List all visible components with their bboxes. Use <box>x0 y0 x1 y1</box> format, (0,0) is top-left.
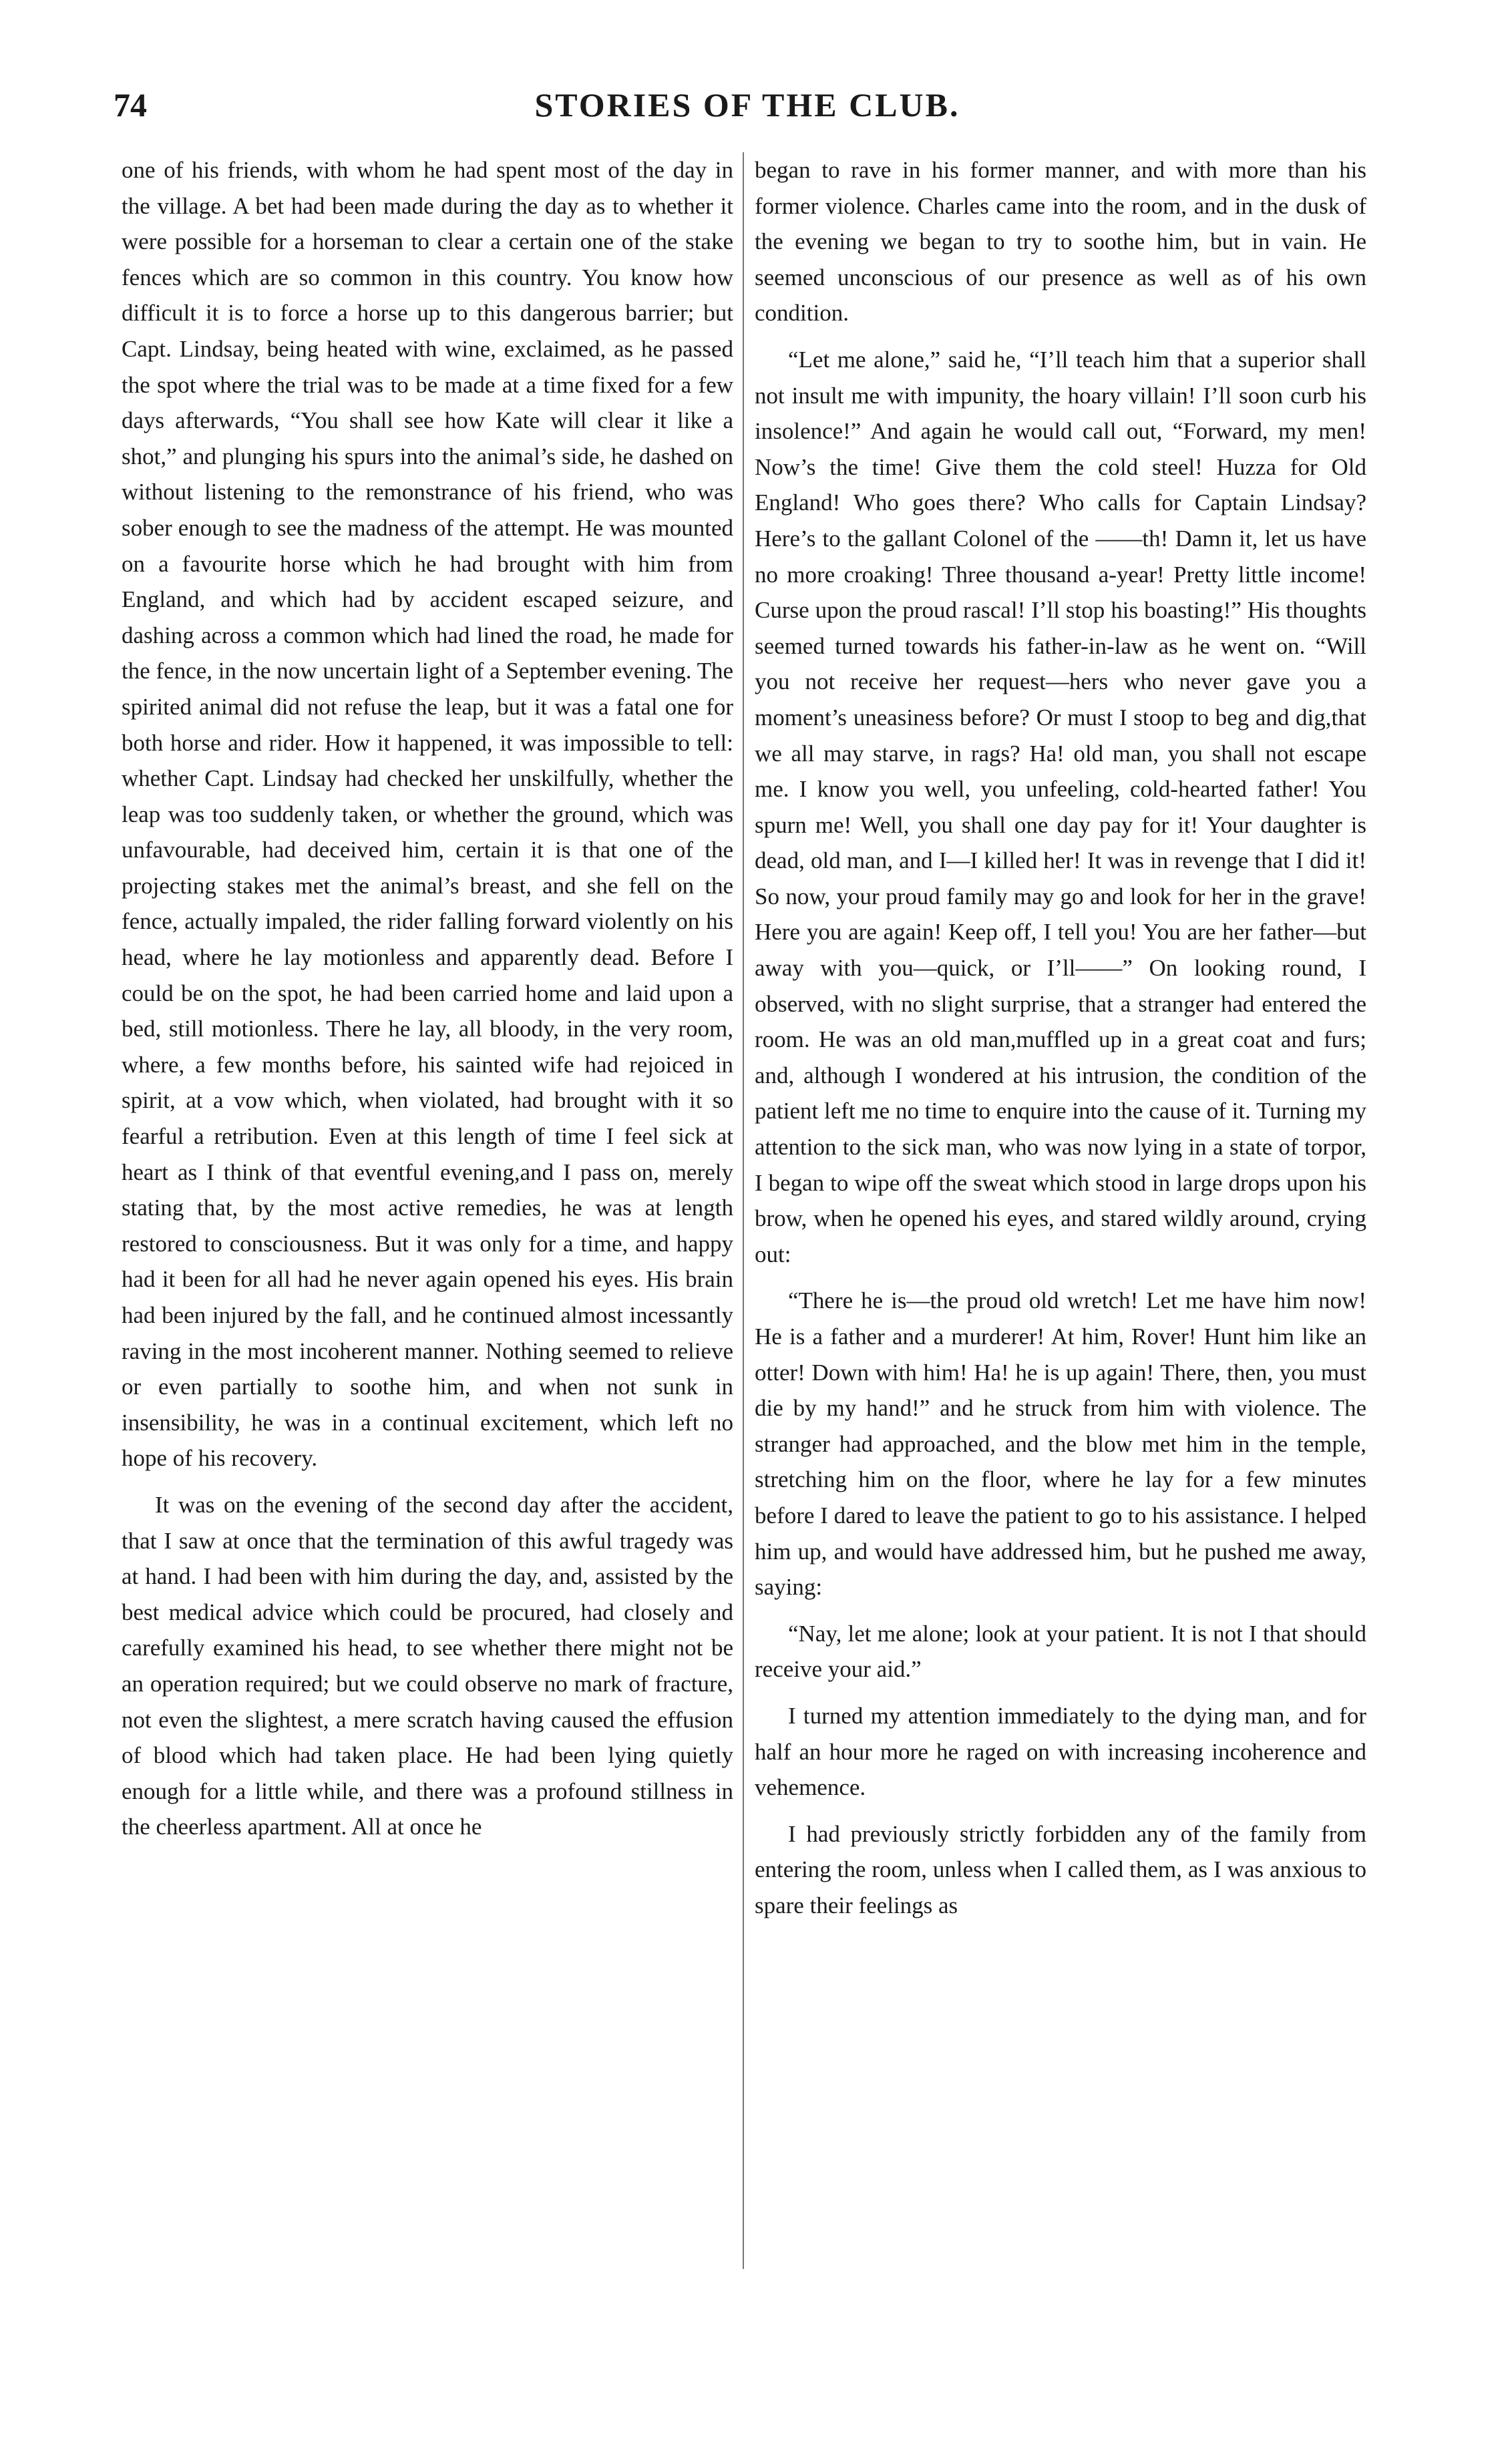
paragraph: It was on the evening of the second day after the accident, that I saw at once that the termination of this awful tragedy was at hand. I had been with him during the day, and, assisted by the best medical advice which could be procured, had closely and carefully examined his head, to see whether there might not be an operation required; but we could observe no mark of fracture, not even the slightest, a mere scratch having caused the effusion of blood which had taken place. He had been lying quietly enough for a little while, and there was a profound stillness in the cheerless apartment. All at once he <box>122 1491 733 1840</box>
paragraph: one of his friends, with whom he had spent most of the day in the village. A bet had been made during the day as to whether it were possible for a horseman to clear a certain one of the stake fences which are so common in this country. You know how difficult it is to force a horse up to this dangerous barrier; but Capt. Lindsay, being heated with wine, exclaimed, as he passed the spot where the trial was to be made at a time fixed for a few days afterwards, “You shall see how Kate will clear it like a shot,” and plunging his spurs into the animal’s side, he dashed on without listening to the remonstrance of his friend, who was sober enough to see the madness of the attempt. He was mounted on a favourite horse which he had brought with him from England, and which had by accident escaped seizure, and dashing across a common which had lined the road, he made for the fence, in the now uncertain light of a September evening. The spirited animal did not refuse the leap, but it was a fatal one for both horse and rider. How it happened, it was impossible to tell: whether Capt. Lindsay had checked her unskilfully, whether the leap was too suddenly taken, or whether the ground, which was unfavourable, had deceived him, certain it is that one of the projecting stakes met the animal’s breast, and she fell on the fence, actually impaled, the rider falling forward violently on his head, where he lay motionless and apparently dead. Before I could be on the spot, he had been carried home and laid upon a bed, still motionless. There he lay, all bloody, in the very room, where, a few months before, his sainted wife had rejoiced in spirit, at a vow which, when violated, had brought with it so fearful a retribution. Even at this length of time I feel sick at heart as I think of that eventful evening,and I pass on, merely stating that, by the most active remedies, he was at length restored to consciousness. But it was only for a time, and happy had it been for all had he never again opened his eyes. His brain had been injured by the fall, and he continued almost incessantly raving in the most incoherent manner. Nothing seemed to relieve or even partially to soothe him, and when not sunk in insensibility, he was in a continual excitement, which left no hope of his recovery. <box>122 157 733 1472</box>
paragraph: I had previously strictly forbidden any of the family from entering the room, unless when I called them, as I was anxious to spare their feelings as <box>755 1820 1366 1918</box>
paragraph: “Nay, let me alone; look at your patient. It is not I that should receive your aid.” <box>755 1620 1366 1683</box>
paragraph: began to rave in his former manner, and with more than his former violence. Charles came into the room, and in the dusk of the evening we began to try to soothe him, but in vain. He seemed unconscious of our presence as well as of his own condition. <box>755 157 1366 327</box>
page-number: 74 <box>114 86 147 124</box>
paragraph: “Let me alone,” said he, “I’ll teach him that a superior shall not insult me with impunity, the hoary villain! I’ll soon curb his insolence!” And again he would call out, “Forward, my men! Now’s the time! Give them the cold steel! Huzza for Old England! Who goes there? Who calls for Captain Lindsay? Here’s to the gallant Colonel of the ——th! Damn it, let us have no more croaking! Three thousand a-year! Pretty little income! Curse upon the proud rascal! I’ll stop his boasting!” His thoughts seemed turned towards his father-in-law as he went on. “Will you not receive her request—hers who never gave you a moment’s uneasiness before? Or must I stoop to beg and dig,that we all may starve, in rags? Ha! old man, you shall not escape me. I know you well, you unfeeling, cold-hearted father! You spurn me! Well, you shall one day pay for it! Your daughter is dead, old man, and I—I killed her! It was in revenge that I did it! So now, your proud family may go and look for her in the grave! Here you are again! Keep off, I tell you! You are her father—but away with you—quick, or I’ll——” On looking round, I observed, with no slight surprise, that a stranger had entered the room. He was an old man,muffled up in a great coat and furs; and, although I wondered at his intrusion, the condition of the patient left me no time to enquire into the cause of it. Turning my attention to the sick man, who was now lying in a state of torpor, I began to wipe off the sweat which stood in large drops upon his brow, when he opened his eyes, and stared wildly around, crying out: <box>755 346 1366 1267</box>
page-header <box>114 85 1381 132</box>
paragraph: I turned my attention immediately to the dying man, and for half an hour more he raged on with increasing incoherence and vehemence. <box>755 1702 1366 1801</box>
left-column <box>122 152 733 1845</box>
running-title: STORIES OF THE CLUB. <box>534 86 960 124</box>
column-divider <box>743 152 744 2269</box>
right-column <box>755 152 1366 1924</box>
paragraph: “There he is—the proud old wretch! Let me have him now! He is a father and a murderer! At him, Rover! Hunt him like an otter! Down with him! Ha! he is up again! There, then, you must die by my hand!” and he struck from him with violence. The stranger had approached, and the blow met him in the temple, stretching him on the floor, where he lay for a few minutes before I dared to leave the patient to go to his assistance. I helped him up, and would have addressed him, but he pushed me away, saying: <box>755 1287 1366 1601</box>
